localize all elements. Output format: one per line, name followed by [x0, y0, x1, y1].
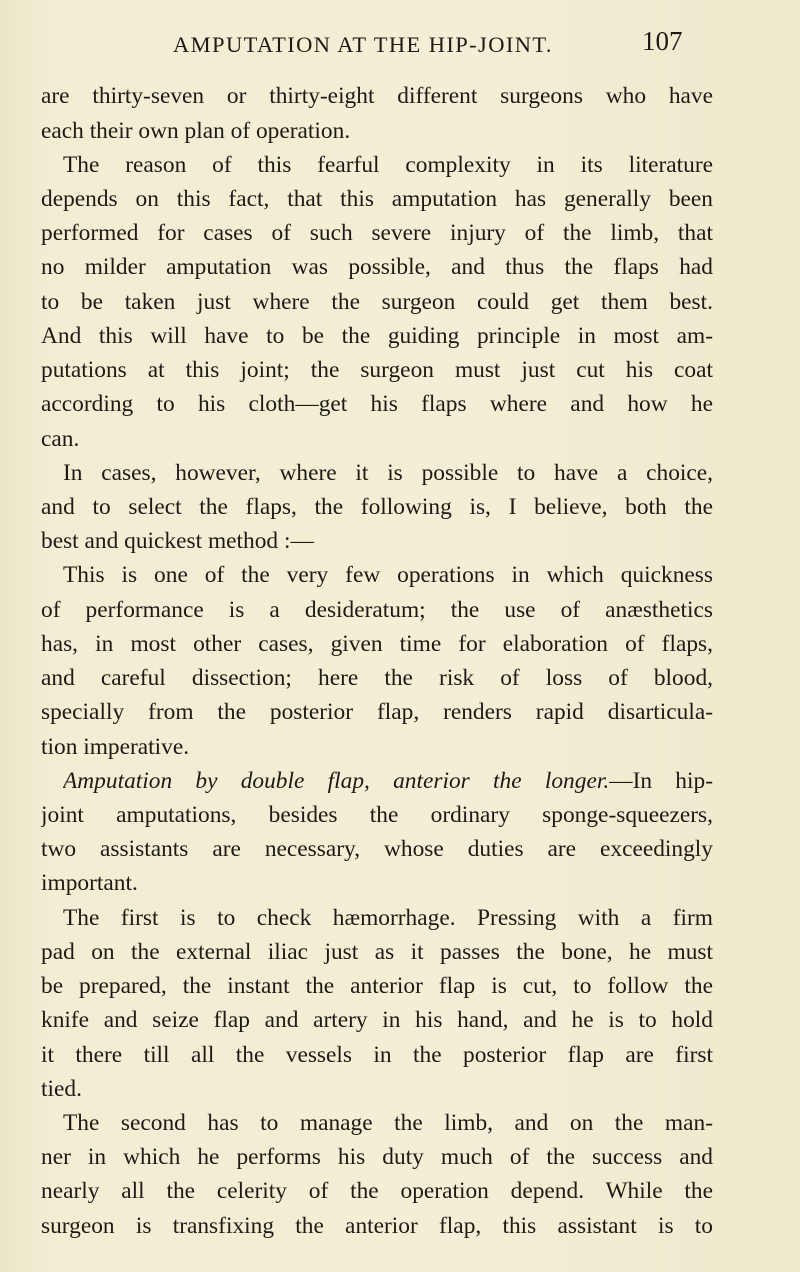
text-line: it there till all the vessels in the posterior flap are first [41, 1042, 713, 1068]
text-line: best and quickest method :— [41, 528, 314, 554]
text-line: The first is to check hæmorrhage. Pressing with a firm [63, 905, 713, 931]
text-line: In cases, however, where it is possible to have a choice, [63, 460, 713, 486]
page-number: 107 [642, 26, 683, 56]
text-line: and careful dissection; here the risk of loss of blood, [41, 665, 713, 691]
text-line: And this will have to be the guiding principle in most am- [41, 323, 713, 349]
running-head [0, 26, 800, 66]
text-line: The second has to manage the limb, and on the man- [63, 1110, 713, 1136]
text-line: important. [41, 870, 138, 896]
text-line: nearly all the celerity of the operation depend. While the [41, 1178, 713, 1204]
text-line: be prepared, the instant the anterior flap is cut, to follow the [41, 973, 713, 999]
text-line: specially from the posterior flap, renders rapid disarticula- [41, 699, 713, 725]
text-line: two assistants are necessary, whose duties are exceedingly [41, 836, 713, 862]
text-line: This is one of the very few operations in which quickness [63, 562, 713, 588]
text-line: knife and seize flap and artery in his hand, and he is to hold [41, 1007, 713, 1033]
text-line: to be taken just where the surgeon could get them best. [41, 289, 713, 315]
text-line: has, in most other cases, given time for elaboration of flaps, [41, 631, 713, 657]
section-heading: Amputation by double flap, anterior the longer. [63, 768, 610, 794]
text-line: can. [41, 426, 80, 452]
text-line: ner in which he performs his duty much of the success and [41, 1144, 713, 1170]
text-line: tied. [41, 1076, 82, 1102]
text-line: joint amputations, besides the ordinary sponge-squeezers, [41, 802, 713, 828]
running-title: AMPUTATION AT THE HIP-JOINT. [173, 32, 553, 57]
text-line: tion imperative. [41, 734, 190, 760]
text-line: are thirty-seven or thirty-eight different surgeons who have [41, 83, 713, 109]
section-heading-line [63, 766, 713, 796]
text-line: surgeon is transfixing the anterior flap, this assistant is to [41, 1213, 713, 1239]
text-line: according to his cloth—get his flaps where and how he [41, 391, 713, 417]
text-line: putations at this joint; the surgeon must just cut his coat [41, 357, 713, 383]
text-line: performed for cases of such severe injury of the limb, that [41, 220, 713, 246]
text-line: and to select the flaps, the following is, I believe, both the [41, 494, 713, 520]
section-heading-rest: —In hip- [609, 768, 713, 794]
text-line: no milder amputation was possible, and thus the flaps had [41, 254, 713, 280]
text-line: pad on the external iliac just as it passes the bone, he must [41, 939, 713, 965]
text-line: of performance is a desideratum; the use of anæsthetics [41, 597, 713, 623]
text-line: The reason of this fearful complexity in its literature [63, 152, 713, 178]
text-line: depends on this fact, that this amputation has generally been [41, 186, 713, 212]
text-line: each their own plan of operation. [41, 118, 351, 144]
